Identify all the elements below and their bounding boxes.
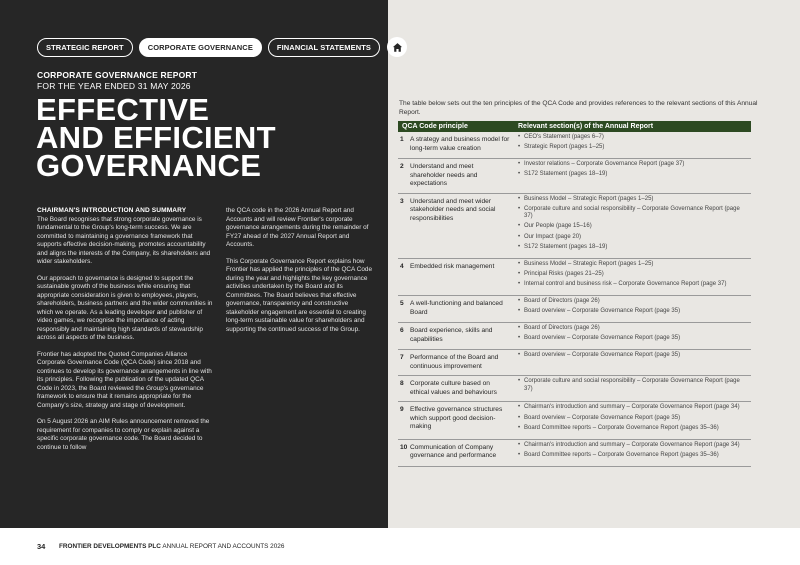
bullet-icon: • xyxy=(518,161,521,168)
principle-text: Understand and meet wider stakeholder needs and social responsibilities xyxy=(410,193,514,258)
reference-item xyxy=(518,161,749,169)
principle-text: Communication of Company governance and performance xyxy=(410,439,514,466)
principle-text: A well-functioning and balanced Board xyxy=(410,296,514,323)
reference-list xyxy=(514,402,751,439)
principle-text: Effective governance structures which support good decision-making xyxy=(410,402,514,439)
reference-text: Board overview – Corporate Governance Report (page 35) xyxy=(524,352,681,359)
principle-text: Corporate culture based on ethical values and behaviours xyxy=(410,376,514,402)
bullet-icon: • xyxy=(518,280,521,287)
reference-text: Principal Risks (pages 21–25) xyxy=(524,270,604,277)
principle-text: Performance of the Board and continuous improvement xyxy=(410,350,514,376)
bullet-icon: • xyxy=(518,171,521,178)
column-header-sections: Relevant section(s) of the Annual Report xyxy=(514,121,751,132)
principle-text: Board experience, skills and capabilities xyxy=(410,323,514,350)
reference-item xyxy=(518,281,749,289)
reference-item xyxy=(518,244,749,252)
reference-item xyxy=(518,234,749,242)
report-subtitle: FOR THE YEAR ENDED 31 MAY 2026 xyxy=(37,81,191,91)
paragraph: The Board recognises that strong corporate governance is fundamental to the Group's long-term success. We are committed to maintaining a governance framework that supports effective decision-making, promotes accountability and aligns the interests of the Company, its shareholders and wider stakeholders. xyxy=(37,215,211,265)
reference-text: Board of Directors (page 26) xyxy=(524,325,600,332)
reference-text: Board overview – Corporate Governance Report (page 35) xyxy=(524,414,681,421)
table-row xyxy=(398,439,751,466)
reference-text: Board overview – Corporate Governance Report (page 35) xyxy=(524,308,681,315)
bullet-icon: • xyxy=(518,404,521,411)
bullet-icon: • xyxy=(518,233,521,240)
reference-item xyxy=(518,298,749,306)
reference-list xyxy=(514,193,751,258)
reference-text: Our Impact (page 20) xyxy=(524,233,582,240)
reference-list xyxy=(514,350,751,376)
reference-text: Chairman's introduction and summary – Corporate Governance Report (page 34) xyxy=(524,404,740,411)
reference-text: Board Committee reports – Corporate Governance Report (pages 35–36) xyxy=(524,424,719,431)
table-row xyxy=(398,323,751,350)
table-body xyxy=(398,132,751,466)
footer-document: ANNUAL REPORT AND ACCOUNTS 2026 xyxy=(162,543,285,550)
reference-text: Internal control and business risk – Corporate Governance Report (page 37) xyxy=(524,280,727,287)
reference-item xyxy=(518,171,749,179)
qca-principles-table xyxy=(398,121,751,467)
bullet-icon: • xyxy=(518,441,521,448)
reference-text: Board Committee reports – Corporate Governance Report (pages 35–36) xyxy=(524,451,719,458)
paragraph: the QCA code in the 2026 Annual Report and Accounts and will review Frontier's corporate governance arrangements during the remainder of FY27 ahead of the 2027 Annual Report and Accounts. xyxy=(226,207,369,248)
bullet-icon: • xyxy=(518,260,521,267)
reference-text: Chairman's introduction and summary – Corporate Governance Report (page 34) xyxy=(524,441,740,448)
reference-item xyxy=(518,223,749,231)
bullet-icon: • xyxy=(518,298,521,305)
reference-text: Investor relations – Corporate Governance Report (page 37) xyxy=(524,161,685,168)
table-row xyxy=(398,376,751,402)
table-row xyxy=(398,296,751,323)
table-row xyxy=(398,193,751,258)
table-row xyxy=(398,350,751,376)
reference-list xyxy=(514,439,751,466)
reference-item xyxy=(518,134,749,142)
principle-number: 3 xyxy=(398,193,410,258)
table-row xyxy=(398,402,751,439)
bullet-icon: • xyxy=(518,378,521,385)
reference-text: Board overview – Corporate Governance Report (page 35) xyxy=(524,335,681,342)
bullet-icon: • xyxy=(518,308,521,315)
bullet-icon: • xyxy=(518,424,521,431)
reference-text: Business Model – Strategic Report (pages 1–25) xyxy=(524,260,654,267)
reference-item xyxy=(518,335,749,343)
paragraph: Frontier has adopted the Quoted Companies Alliance Corporate Governance Code (QCA Code) since 2018 and continues to develop its governance arrangements in line with its principles. Following the publication of the updated QCA Code in 2023, the Board reviewed the Group's governance framework to ensure that it remains appropriate for the Company's size, strategy and stage of development. xyxy=(37,350,212,409)
bullet-icon: • xyxy=(518,195,521,202)
bullet-icon: • xyxy=(518,205,521,212)
reference-list xyxy=(514,323,751,350)
home-icon xyxy=(392,42,403,53)
column-header-principle: QCA Code principle xyxy=(398,121,514,132)
principle-number: 8 xyxy=(398,376,410,402)
page-headline xyxy=(36,92,276,183)
headline-line: EFFECTIVE xyxy=(36,92,210,127)
nav-corporate-governance[interactable]: CORPORATE GOVERNANCE xyxy=(139,38,262,57)
reference-item xyxy=(518,352,749,360)
reference-text: Corporate culture and social responsibility – Corporate Governance Report (page 37) xyxy=(524,378,740,392)
bullet-icon: • xyxy=(518,352,521,359)
reference-list xyxy=(514,296,751,323)
reference-list xyxy=(514,376,751,402)
reference-text: Corporate culture and social responsibility – Corporate Governance Report (page 37) xyxy=(524,205,740,220)
footer-text xyxy=(59,543,284,550)
body-column-1 xyxy=(37,207,214,460)
reference-item xyxy=(518,452,749,460)
body-column-2 xyxy=(226,207,376,342)
bullet-icon: • xyxy=(518,414,521,421)
bullet-icon: • xyxy=(518,243,521,250)
principle-number: 2 xyxy=(398,159,410,194)
section-heading: CHAIRMAN'S INTRODUCTION AND SUMMARY xyxy=(37,207,187,214)
table-row xyxy=(398,132,751,159)
section-nav xyxy=(37,37,407,57)
principle-number: 4 xyxy=(398,258,410,295)
reference-item xyxy=(518,415,749,423)
principle-number: 5 xyxy=(398,296,410,323)
home-button[interactable] xyxy=(387,37,407,57)
reference-item xyxy=(518,144,749,152)
principle-number: 7 xyxy=(398,350,410,376)
reference-text: Business Model – Strategic Report (pages 1–25) xyxy=(524,195,654,202)
paragraph: On 5 August 2026 an AIM Rules announcement removed the requirement for companies to comply or explain against a specific corporate governance code. The Board decided to continue to follow xyxy=(37,418,210,451)
paragraph: This Corporate Governance Report explains how Frontier has applied the principles of the QCA Code during the year and highlights the key governance activities undertaken by the Board and its Committees. The Board believes that effective governance, transparency and constructive stakeholder engagement are essential to creating long-term sustainable value for shareholders and supporting the continued success of the Group. xyxy=(226,257,373,333)
principle-text: A strategy and business model for long-term value creation xyxy=(410,132,514,159)
reference-item xyxy=(518,308,749,316)
reference-item xyxy=(518,378,749,393)
table-intro: The table below sets out the ten principles of the QCA Code and provides references to the relevant sections of this Annual Report. xyxy=(399,100,758,116)
paragraph: Our approach to governance is designed to support the sustainable growth of the business while ensuring that appropriate consideration is given to employees, players, shareholders, business partners and the wider communities in which we operate. As a leading developer and publisher of video games, we recognise the importance of acting responsibly and maintaining high standards of stewardship across all aspects of the business. xyxy=(37,274,213,341)
headline-line: GOVERNANCE xyxy=(36,148,262,183)
reference-item xyxy=(518,196,749,204)
headline-line: AND EFFICIENT xyxy=(36,120,276,155)
bullet-icon: • xyxy=(518,270,521,277)
bullet-icon: • xyxy=(518,451,521,458)
principle-number: 10 xyxy=(398,439,410,466)
reference-item xyxy=(518,425,749,433)
reference-item xyxy=(518,271,749,279)
nav-financial-statements[interactable]: FINANCIAL STATEMENTS xyxy=(268,38,380,57)
reference-text: CEO's Statement (pages 6–7) xyxy=(524,134,604,140)
bullet-icon: • xyxy=(518,144,521,151)
reference-text: Board of Directors (page 26) xyxy=(524,298,600,305)
reference-item xyxy=(518,206,749,221)
principle-number: 9 xyxy=(398,402,410,439)
page-number: 34 xyxy=(37,542,46,551)
report-title: CORPORATE GOVERNANCE REPORT xyxy=(37,70,198,80)
reference-item xyxy=(518,442,749,450)
table-row xyxy=(398,258,751,295)
footer-company: FRONTIER DEVELOPMENTS PLC xyxy=(59,543,161,550)
reference-list xyxy=(514,159,751,194)
principle-text: Embedded risk management xyxy=(410,258,514,295)
reference-list xyxy=(514,132,751,159)
reference-item xyxy=(518,325,749,333)
bullet-icon: • xyxy=(518,325,521,332)
bullet-icon: • xyxy=(518,335,521,342)
bullet-icon: • xyxy=(518,134,521,140)
reference-item xyxy=(518,404,749,412)
reference-list xyxy=(514,258,751,295)
table-row xyxy=(398,159,751,194)
reference-text: Strategic Report (pages 1–25) xyxy=(524,144,605,151)
table-header-row xyxy=(398,121,751,132)
nav-strategic-report[interactable]: STRATEGIC REPORT xyxy=(37,38,133,57)
principle-text: Understand and meet shareholder needs and expectations xyxy=(410,159,514,194)
reference-item xyxy=(518,261,749,269)
principle-number: 6 xyxy=(398,323,410,350)
reference-text: S172 Statement (pages 18–19) xyxy=(524,243,608,250)
bullet-icon: • xyxy=(518,223,521,230)
reference-text: Our People (page 15–16) xyxy=(524,223,592,230)
reference-text: S172 Statement (pages 18–19) xyxy=(524,171,608,178)
principle-number: 1 xyxy=(398,132,410,159)
